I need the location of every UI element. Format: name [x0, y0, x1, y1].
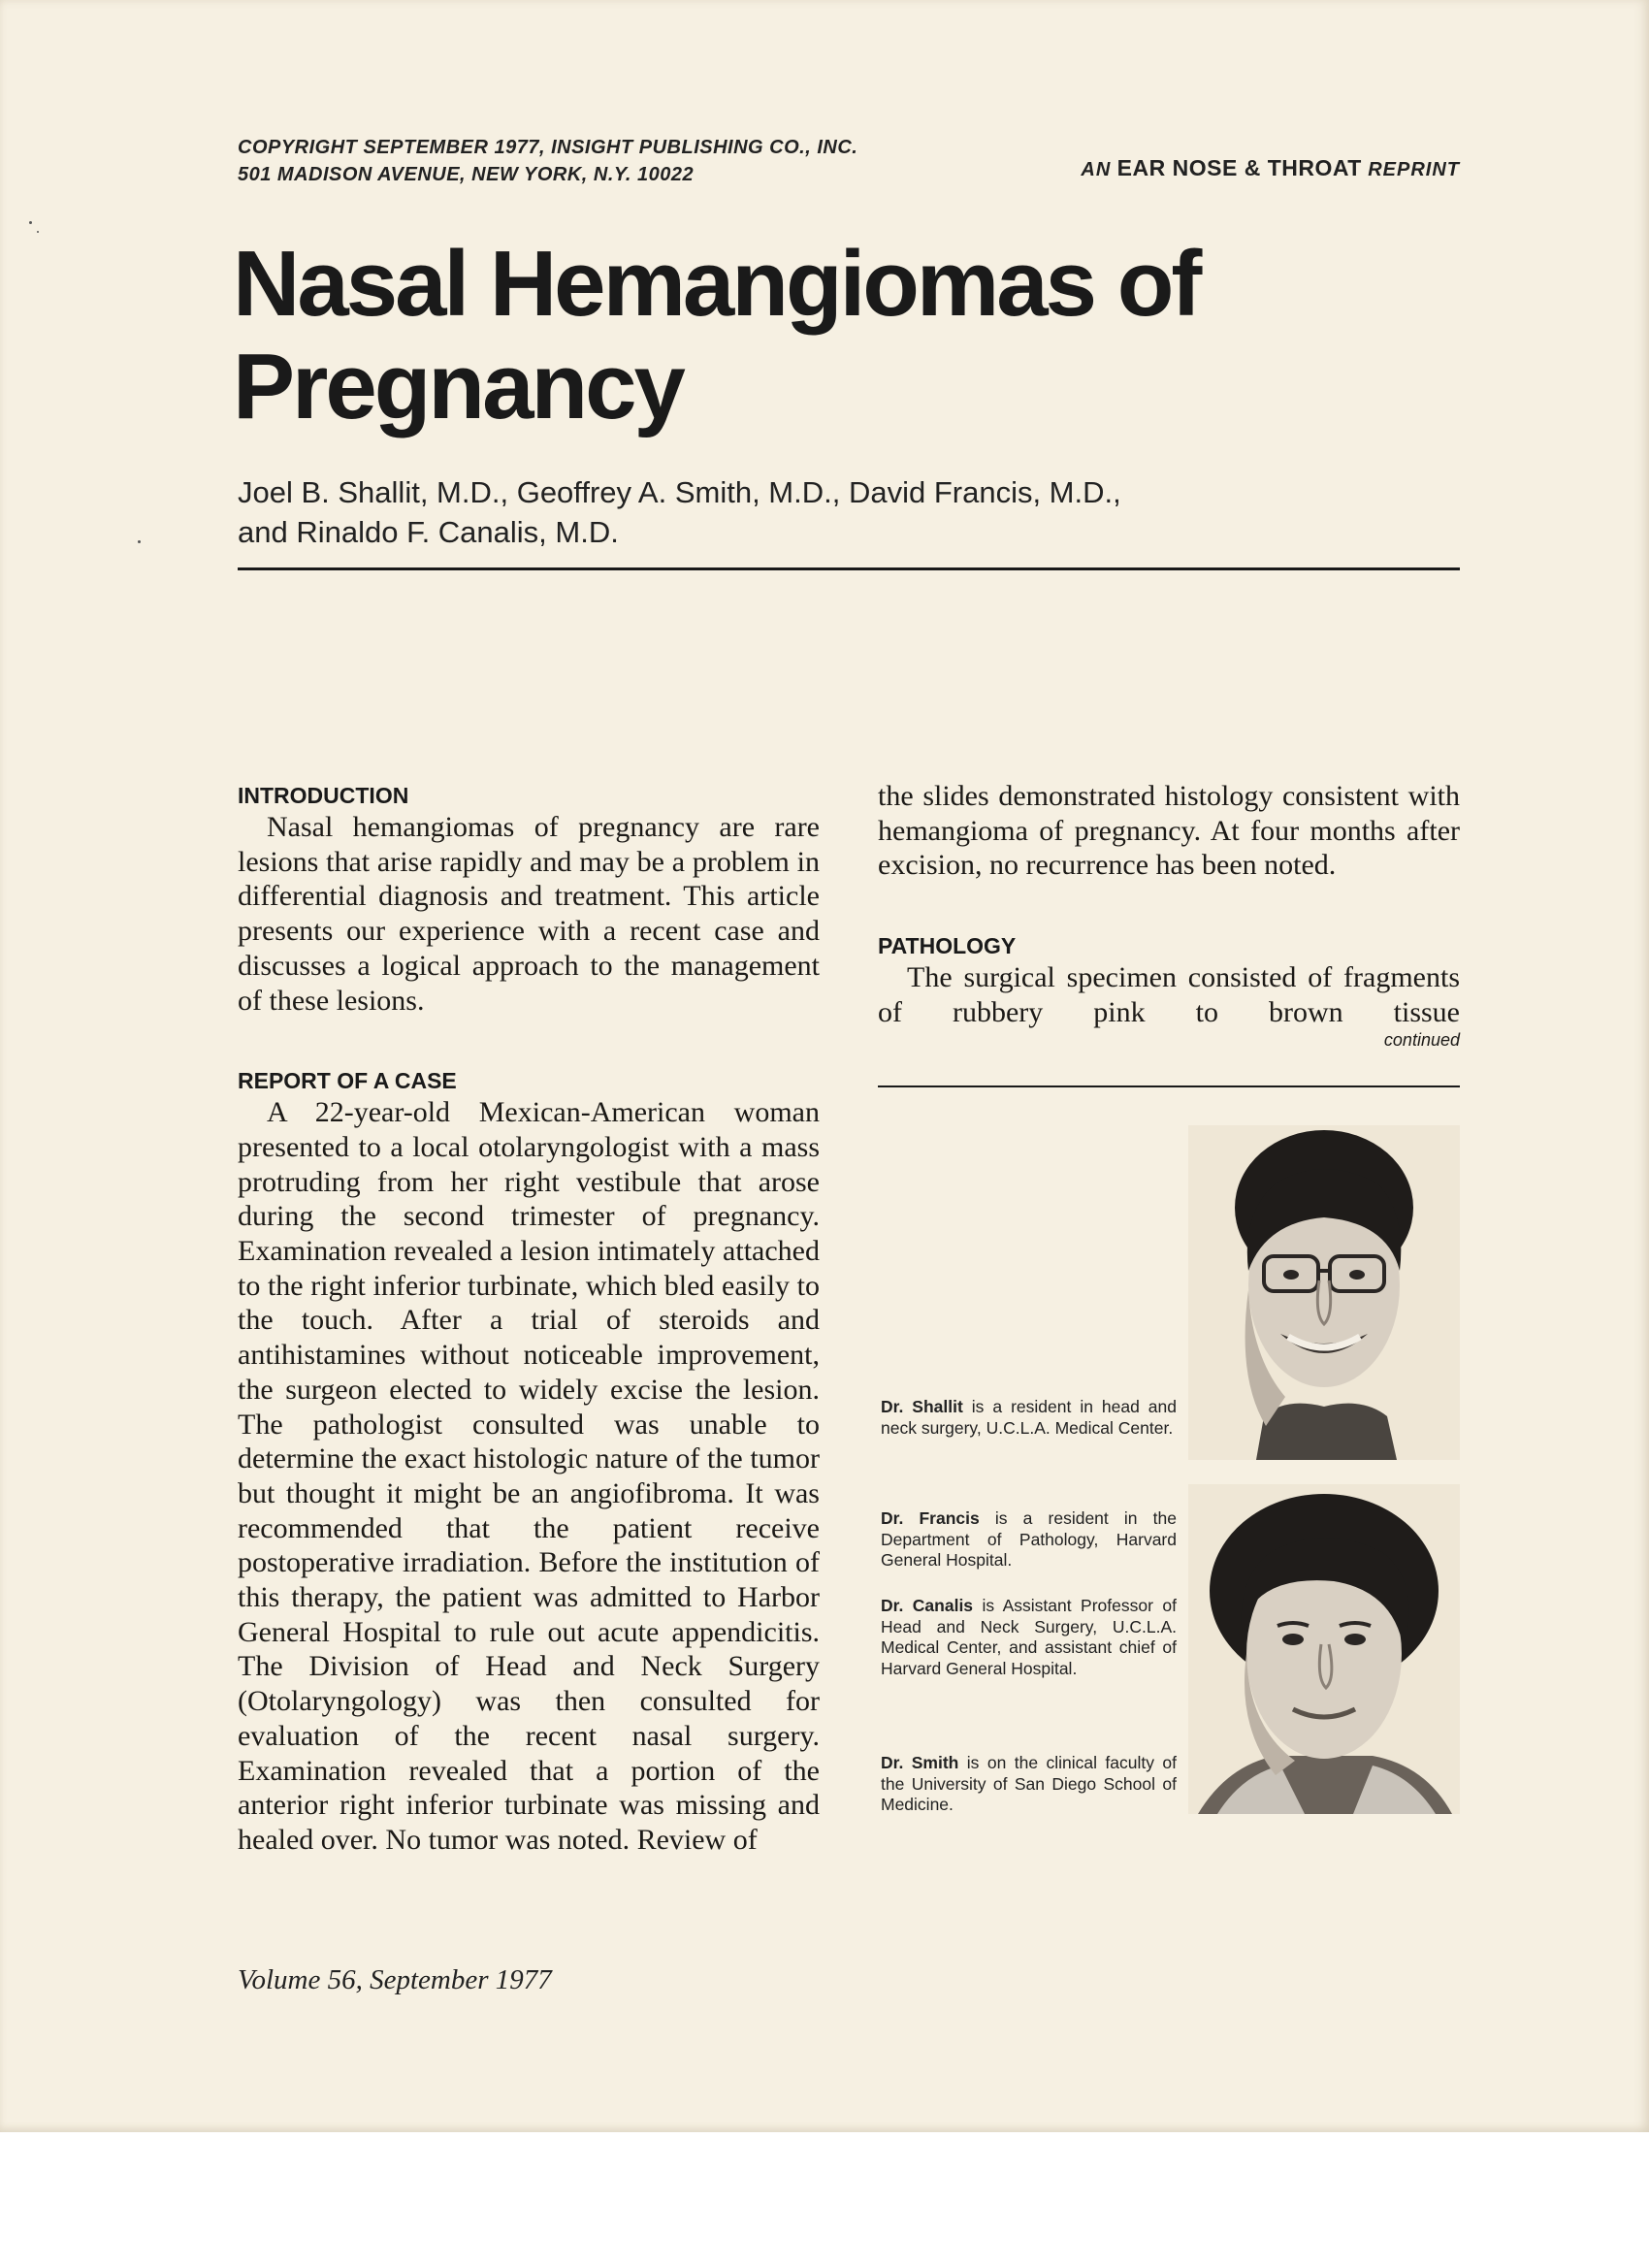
- bio-smith: [881, 1753, 1177, 1816]
- section-heading-case: REPORT OF A CASE: [238, 1068, 457, 1094]
- authors-line: Joel B. Shallit, M.D., Geoffrey A. Smith, M.D., David Francis, M.D.,: [238, 475, 1121, 509]
- title-line: Nasal Hemangiomas of: [233, 232, 1200, 336]
- introduction-paragraph: Nasal hemangiomas of pregnancy are rare lesions that arise rapidly and may be a problem in differential diagnosis and treatment. This article presents our experience with a recent case and discusses a logical approach to the management of these lesions.: [238, 811, 820, 1017]
- section-heading-pathology: PATHOLOGY: [878, 933, 1017, 959]
- bio-text: is a resident in the Department of Pathology, Harvard General Hospital.: [881, 1508, 1177, 1570]
- bio-name: Dr. Canalis: [881, 1596, 974, 1615]
- bio-name: Dr. Shallit: [881, 1397, 963, 1416]
- portrait-image: [1188, 1125, 1460, 1460]
- column-divider: [878, 1085, 1460, 1087]
- right-column: [878, 779, 1460, 1050]
- bio-text: is a resident in head and neck surgery, U.C.L.A. Medical Center.: [881, 1397, 1177, 1438]
- title-divider: [238, 567, 1460, 570]
- paper-speck: [29, 221, 32, 224]
- case-continued-paragraph: the slides demonstrated histology consistent with hemangioma of pregnancy. At four months after excision, no recurrence has been noted.: [878, 780, 1460, 882]
- case-paragraph: A 22-year-old Mexican-American woman presented to a local otolaryngologist with a mass protruding from her right vestibule that arose during the second trimester of pregnancy. Examination revealed a lesion intimately attached to the right inferior turbinate, which bled easily to the touch. After a trial of steroids and antihistamines without noticeable improvement, the surgeon elected to widely excise the lesion. The pathologist consulted was unable to determine the exact histologic nature of the tumor but thought it might be an angiofibroma. It was recommended that the patient receive postoperative irradiation. Before the institution of this therapy, the patient was admitted to Harbor General Hospital to rule out acute appendicitis. The Division of Head and Neck Surgery (Otolaryngology) was then consulted for evaluation of the recent nasal surgery. Examination revealed that a portion of the anterior right inferior turbinate was missing and healed over. No tumor was noted. Review of: [238, 1096, 820, 1856]
- authors-line: and Rinaldo F. Canalis, M.D.: [238, 515, 619, 549]
- paper-speck: [37, 231, 39, 233]
- continued-label: continued: [1383, 1029, 1460, 1050]
- bio-shallit: [881, 1397, 1177, 1439]
- bio-name: Dr. Francis: [881, 1508, 980, 1528]
- bio-francis: [881, 1508, 1177, 1571]
- section-heading-introduction: INTRODUCTION: [238, 783, 409, 808]
- bio-canalis: [881, 1596, 1177, 1679]
- bio-name: Dr. Smith: [881, 1753, 959, 1772]
- address-line: 501 MADISON AVENUE, NEW YORK, N.Y. 10022: [238, 164, 695, 185]
- reprint-label: [1081, 155, 1460, 181]
- left-column: [238, 781, 820, 1858]
- copyright-notice: [238, 134, 857, 188]
- reprint-prefix: AN: [1081, 159, 1112, 180]
- bio-text: is Assistant Professor of Head and Neck Surgery, U.C.L.A. Medical Center, and assistant chief of Harvard General Hospital.: [881, 1596, 1177, 1678]
- title-line: Pregnancy: [233, 335, 683, 438]
- journal-name: EAR NOSE & THROAT: [1116, 155, 1362, 180]
- copyright-line: COPYRIGHT SEPTEMBER 1977, INSIGHT PUBLISHING CO., INC.: [238, 137, 858, 158]
- author-list: [238, 472, 1305, 552]
- author-photo-canalis: [1188, 1484, 1460, 1814]
- bio-text: is on the clinical faculty of the University of San Diego School of Medicine.: [881, 1753, 1177, 1814]
- volume-footer: Volume 56, September 1977: [238, 1964, 552, 1995]
- pathology-paragraph: The surgical specimen consisted of fragments of rubbery pink to brown tissue: [878, 961, 1460, 1028]
- reprint-suffix: REPRINT: [1368, 159, 1460, 180]
- portrait-image: [1188, 1484, 1460, 1814]
- author-photo-shallit: [1188, 1125, 1460, 1460]
- paper-speck: [138, 540, 141, 543]
- article-title: [233, 233, 1455, 438]
